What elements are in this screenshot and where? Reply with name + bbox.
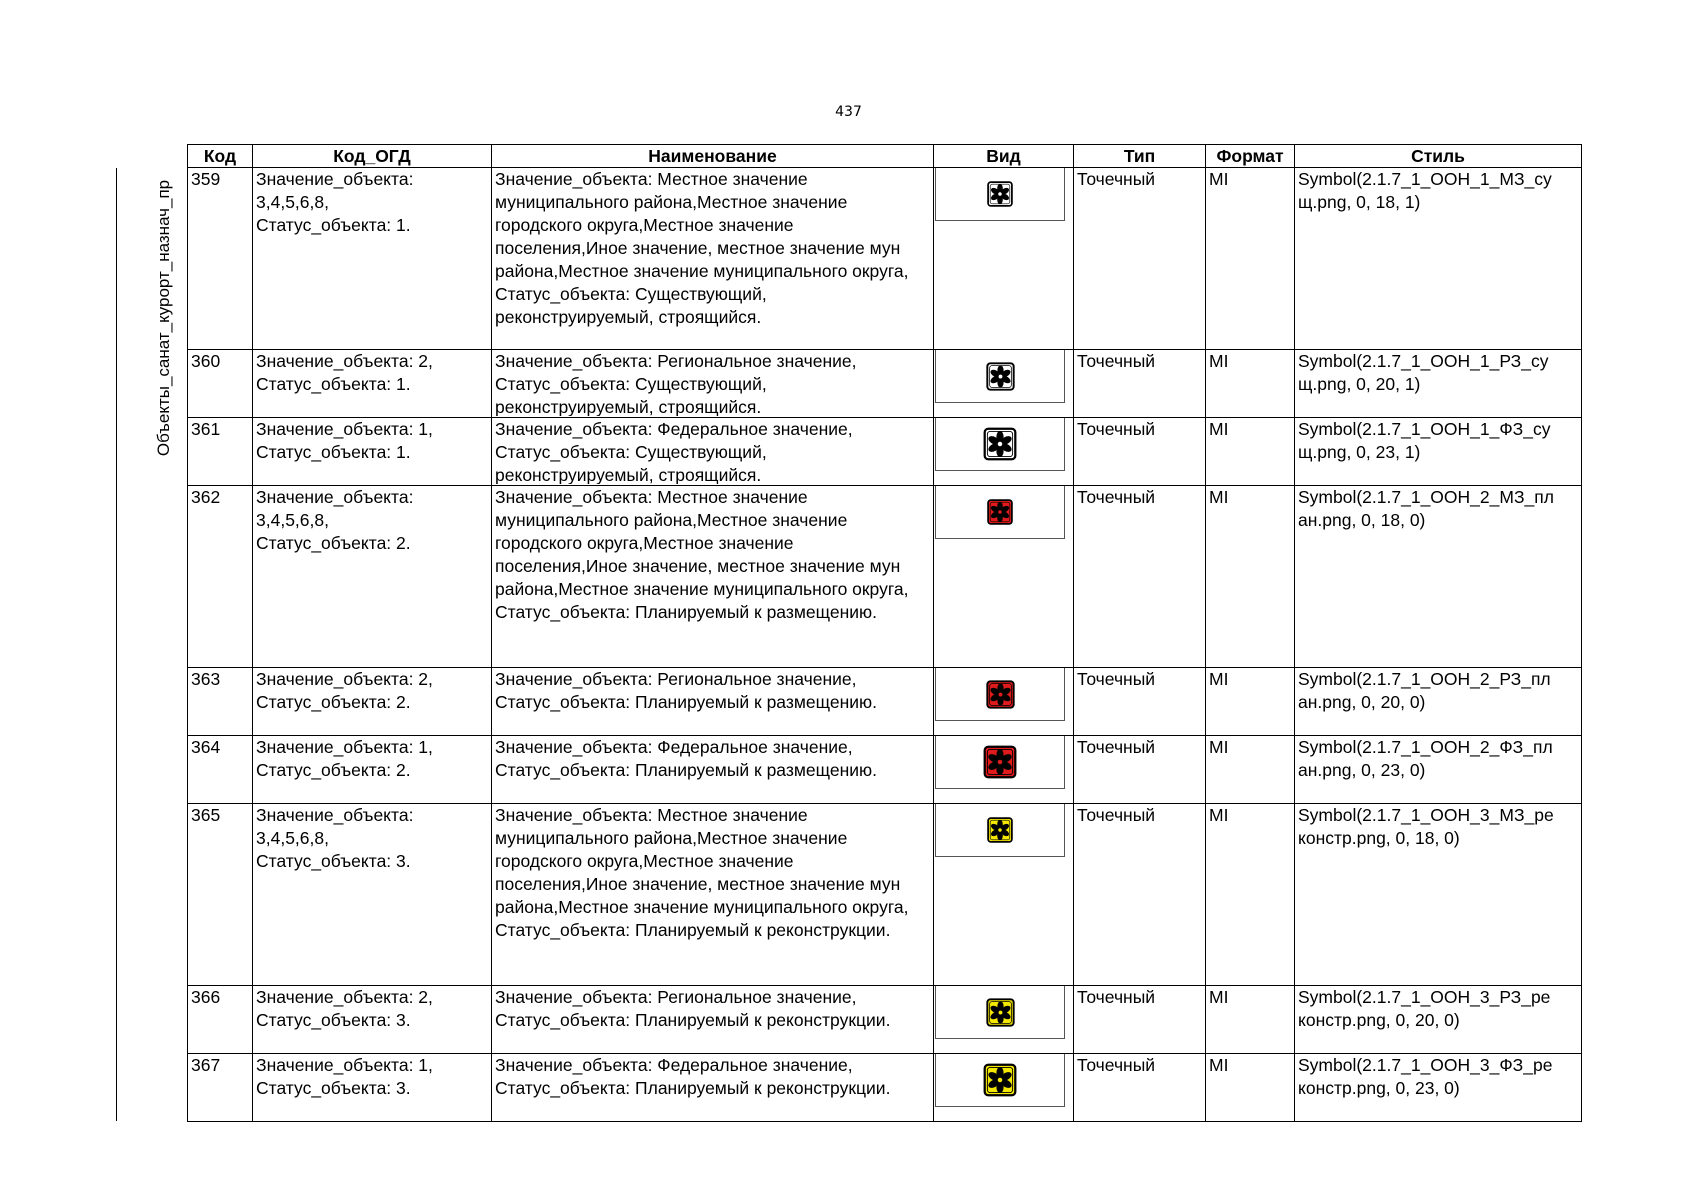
cell-code — [188, 486, 253, 668]
cell-name — [492, 350, 934, 418]
cell-code-text: 361 — [191, 419, 221, 439]
cell-code-ogd-text: Значение_объекта: 2, Статус_объекта: 1. — [256, 351, 433, 394]
cell-style — [1295, 486, 1582, 668]
cell-view — [934, 804, 1074, 986]
cell-view — [934, 168, 1074, 350]
cell-type — [1074, 1054, 1206, 1122]
cell-view — [934, 350, 1074, 418]
cell-code-text: 364 — [191, 737, 221, 757]
page-number: 437 — [835, 104, 862, 120]
symbol-frame — [935, 486, 1065, 539]
table-row — [188, 736, 1582, 804]
cell-type-text: Точечный — [1077, 419, 1156, 439]
cell-format — [1206, 804, 1295, 986]
cell-style-text: Symbol(2.1.7_1_ООН_3_ФЗ_ре констр.png, 0, 23, 0) — [1298, 1055, 1553, 1098]
cell-type-text: Точечный — [1077, 805, 1156, 825]
cell-view — [934, 986, 1074, 1054]
cell-name — [492, 804, 934, 986]
cell-code-ogd — [253, 418, 492, 486]
cell-view — [934, 418, 1074, 486]
header-style: Стиль — [1295, 145, 1582, 168]
cell-code-ogd-text: Значение_объекта: 1, Статус_объекта: 3. — [256, 1055, 433, 1098]
cell-style — [1295, 350, 1582, 418]
symbol-frame — [935, 418, 1065, 471]
cell-code-ogd-text: Значение_объекта: 3,4,5,6,8, Статус_объекта: 2. — [256, 487, 414, 553]
cell-type-text: Точечный — [1077, 669, 1156, 689]
cell-name-text: Значение_объекта: Региональное значение, Статус_объекта: Планируемый к реконструкции. — [495, 987, 891, 1030]
cell-name — [492, 168, 934, 350]
cell-name-text: Значение_объекта: Местное значение муниципального района,Местное значение городского округа,Местное значение поселения,Иное значение, местное значение мун района,Местное значение муниципального округа, Статус_объекта: Планируемый к реконструкции. — [495, 805, 909, 940]
side-label: Объекты_санат_курорт_назнач_пр — [154, 179, 173, 457]
symbol-frame — [935, 804, 1065, 857]
cell-name-text: Значение_объекта: Федеральное значение, Статус_объекта: Планируемый к реконструкции. — [495, 1055, 891, 1098]
cell-code-ogd-text: Значение_объекта: 3,4,5,6,8, Статус_объекта: 1. — [256, 169, 414, 235]
cell-name — [492, 986, 934, 1054]
table-row — [188, 168, 1582, 350]
symbol-frame — [935, 986, 1065, 1039]
side-label-divider — [116, 168, 117, 1121]
cell-name-text: Значение_объекта: Региональное значение, Статус_объекта: Существующий, реконструируемый, строящийся. — [495, 351, 857, 416]
cell-style — [1295, 1054, 1582, 1122]
cell-code — [188, 1054, 253, 1122]
header-view: Вид — [934, 145, 1074, 168]
table-row — [188, 1054, 1582, 1122]
cell-style-text: Symbol(2.1.7_1_ООН_1_РЗ_су щ.png, 0, 20, 1) — [1298, 351, 1549, 394]
cell-style-text: Symbol(2.1.7_1_ООН_2_МЗ_пл ан.png, 0, 18, 0) — [1298, 487, 1554, 530]
cell-code-ogd-text: Значение_объекта: 3,4,5,6,8, Статус_объекта: 3. — [256, 805, 414, 871]
cell-type — [1074, 350, 1206, 418]
header-code: Код — [188, 145, 253, 168]
cell-name-text: Значение_объекта: Местное значение муниципального района,Местное значение городского округа,Местное значение поселения,Иное значение, местное значение мун района,Местное значение муниципального округа, Статус_объекта: Планируемый к размещению. — [495, 487, 909, 622]
cell-code — [188, 668, 253, 736]
fan-symbol-icon — [985, 361, 1016, 392]
cell-name — [492, 736, 934, 804]
cell-type — [1074, 486, 1206, 668]
cell-style-text: Symbol(2.1.7_1_ООН_3_МЗ_ре констр.png, 0, 18, 0) — [1298, 805, 1554, 848]
symbol-frame — [935, 168, 1065, 221]
cell-format-text: MI — [1209, 737, 1229, 757]
cell-type-text: Точечный — [1077, 351, 1156, 371]
cell-name-text: Значение_объекта: Федеральное значение, Статус_объекта: Планируемый к размещению. — [495, 737, 877, 780]
cell-style-text: Symbol(2.1.7_1_ООН_1_МЗ_су щ.png, 0, 18, 1) — [1298, 169, 1552, 212]
cell-style — [1295, 736, 1582, 804]
cell-code-text: 366 — [191, 987, 221, 1007]
cell-view — [934, 1054, 1074, 1122]
table-row — [188, 804, 1582, 986]
cell-style-text: Symbol(2.1.7_1_ООН_2_РЗ_пл ан.png, 0, 20, 0) — [1298, 669, 1551, 712]
cell-style — [1295, 168, 1582, 350]
cell-style-text: Symbol(2.1.7_1_ООН_3_РЗ_ре констр.png, 0, 20, 0) — [1298, 987, 1551, 1030]
cell-view — [934, 668, 1074, 736]
cell-format — [1206, 350, 1295, 418]
symbol-frame — [935, 668, 1065, 721]
table-row — [188, 486, 1582, 668]
fan-symbol-icon — [982, 1062, 1018, 1098]
table-row — [188, 350, 1582, 418]
fan-symbol-icon — [982, 426, 1018, 462]
cell-type — [1074, 168, 1206, 350]
cell-code — [188, 736, 253, 804]
cell-format-text: MI — [1209, 487, 1229, 507]
cell-format-text: MI — [1209, 351, 1229, 371]
cell-code-ogd-text: Значение_объекта: 2, Статус_объекта: 2. — [256, 669, 433, 712]
cell-format-text: MI — [1209, 1055, 1229, 1075]
cell-code — [188, 418, 253, 486]
table-row — [188, 668, 1582, 736]
cell-code — [188, 804, 253, 986]
cell-code-ogd — [253, 168, 492, 350]
cell-name-text: Значение_объекта: Местное значение муниципального района,Местное значение городского округа,Местное значение поселения,Иное значение, местное значение мун района,Местное значение муниципального округа, Статус_объекта: Существующий, реконструируемый, строящийся. — [495, 169, 909, 327]
cell-style-text: Symbol(2.1.7_1_ООН_2_ФЗ_пл ан.png, 0, 23, 0) — [1298, 737, 1553, 780]
cell-style — [1295, 804, 1582, 986]
table-row — [188, 418, 1582, 486]
cell-format — [1206, 668, 1295, 736]
cell-name-text: Значение_объекта: Региональное значение, Статус_объекта: Планируемый к размещению. — [495, 669, 877, 712]
cell-code — [188, 168, 253, 350]
cell-type-text: Точечный — [1077, 487, 1156, 507]
cell-name — [492, 668, 934, 736]
cell-code — [188, 986, 253, 1054]
cell-code-text: 367 — [191, 1055, 221, 1075]
cell-code-ogd-text: Значение_объекта: 1, Статус_объекта: 1. — [256, 419, 433, 462]
table-header-row — [188, 145, 1582, 168]
fan-symbol-icon — [985, 997, 1016, 1028]
cell-type-text: Точечный — [1077, 169, 1156, 189]
cell-format — [1206, 486, 1295, 668]
symbol-frame — [935, 736, 1065, 789]
table-row — [188, 986, 1582, 1054]
cell-type — [1074, 736, 1206, 804]
cell-code-text: 362 — [191, 487, 221, 507]
cell-code-ogd-text: Значение_объекта: 2, Статус_объекта: 3. — [256, 987, 433, 1030]
cell-style — [1295, 668, 1582, 736]
cell-style — [1295, 986, 1582, 1054]
cell-name — [492, 486, 934, 668]
cell-code-ogd — [253, 350, 492, 418]
cell-format — [1206, 1054, 1295, 1122]
cell-code — [188, 350, 253, 418]
symbols-table — [187, 144, 1582, 1122]
header-type: Тип — [1074, 145, 1206, 168]
cell-code-text: 365 — [191, 805, 221, 825]
cell-format-text: MI — [1209, 987, 1229, 1007]
cell-type — [1074, 804, 1206, 986]
fan-symbol-icon — [986, 498, 1014, 526]
cell-code-ogd — [253, 486, 492, 668]
cell-type-text: Точечный — [1077, 987, 1156, 1007]
cell-format-text: MI — [1209, 669, 1229, 689]
cell-type-text: Точечный — [1077, 1055, 1156, 1075]
fan-symbol-icon — [986, 816, 1014, 844]
cell-style-text: Symbol(2.1.7_1_ООН_1_ФЗ_су щ.png, 0, 23, 1) — [1298, 419, 1551, 462]
cell-code-ogd-text: Значение_объекта: 1, Статус_объекта: 2. — [256, 737, 433, 780]
cell-view — [934, 486, 1074, 668]
cell-code-text: 363 — [191, 669, 221, 689]
cell-format — [1206, 418, 1295, 486]
header-name: Наименование — [492, 145, 934, 168]
cell-format — [1206, 736, 1295, 804]
cell-style — [1295, 418, 1582, 486]
symbol-frame — [935, 1054, 1065, 1107]
cell-type — [1074, 668, 1206, 736]
cell-type — [1074, 986, 1206, 1054]
cell-format-text: MI — [1209, 419, 1229, 439]
cell-code-text: 359 — [191, 169, 221, 189]
cell-code-ogd — [253, 986, 492, 1054]
cell-view — [934, 736, 1074, 804]
symbol-frame — [935, 350, 1065, 403]
cell-name — [492, 1054, 934, 1122]
cell-format-text: MI — [1209, 805, 1229, 825]
cell-code-ogd — [253, 1054, 492, 1122]
cell-type-text: Точечный — [1077, 737, 1156, 757]
cell-code-ogd — [253, 668, 492, 736]
cell-type — [1074, 418, 1206, 486]
fan-symbol-icon — [982, 744, 1018, 780]
cell-code-ogd — [253, 804, 492, 986]
header-code-ogd: Код_ОГД — [253, 145, 492, 168]
cell-code-text: 360 — [191, 351, 221, 371]
cell-name-text: Значение_объекта: Федеральное значение, Статус_объекта: Существующий, реконструируемый, строящийся. — [495, 419, 853, 484]
cell-code-ogd — [253, 736, 492, 804]
fan-symbol-icon — [986, 180, 1014, 208]
cell-format — [1206, 986, 1295, 1054]
cell-format — [1206, 168, 1295, 350]
header-format: Формат — [1206, 145, 1295, 168]
cell-format-text: MI — [1209, 169, 1229, 189]
cell-name — [492, 418, 934, 486]
fan-symbol-icon — [985, 679, 1016, 710]
